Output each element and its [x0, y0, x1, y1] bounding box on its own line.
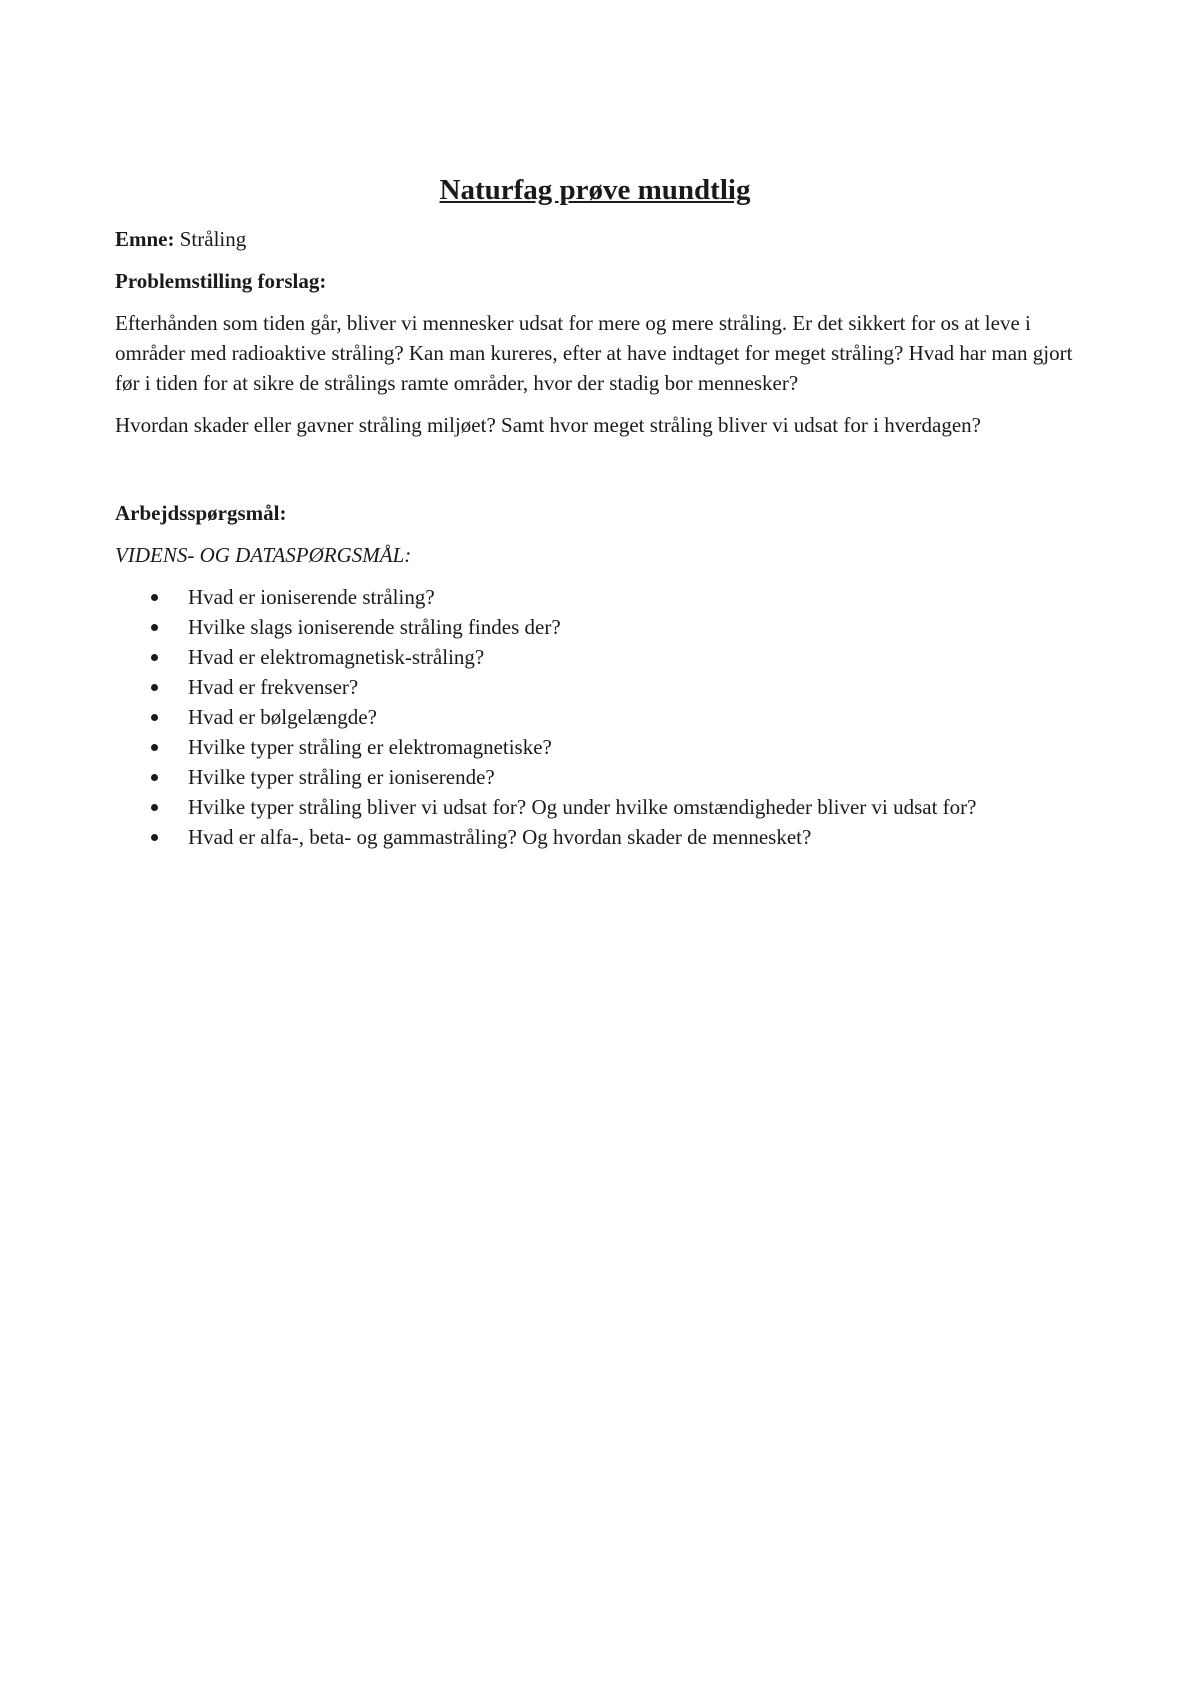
bullet-icon	[151, 654, 158, 661]
bullet-icon	[151, 624, 158, 631]
bullet-icon	[151, 714, 158, 721]
bullet-icon	[151, 804, 158, 811]
section-label: VIDENS- OG DATASPØRGSMÅL:	[115, 543, 412, 567]
topic-value: Stråling	[174, 227, 247, 251]
list-item	[115, 822, 1075, 852]
work-questions-heading: Arbejdsspørgsmål:	[115, 501, 287, 525]
list-item	[115, 702, 1075, 732]
topic-line	[115, 224, 1075, 254]
bullet-icon	[151, 594, 158, 601]
question-text: Hvad er bølgelængde?	[188, 705, 377, 729]
question-text: Hvilke slags ioniserende stråling findes der?	[188, 615, 561, 639]
bullet-icon	[151, 684, 158, 691]
problem-heading: Problemstilling forslag:	[115, 269, 327, 293]
list-item	[115, 642, 1075, 672]
list-item	[115, 612, 1075, 642]
question-text: Hvad er alfa-, beta- og gammastråling? Og hvordan skader de mennesket?	[188, 825, 812, 849]
topic-label: Emne:	[115, 227, 175, 251]
list-item	[115, 732, 1075, 762]
bullet-icon	[151, 774, 158, 781]
bullet-icon	[151, 744, 158, 751]
document-title: Naturfag prøve mundtlig	[439, 174, 751, 206]
list-item	[115, 582, 1075, 612]
question-text: Hvad er frekvenser?	[188, 675, 359, 699]
problem-paragraph-2: Hvordan skader eller gavner stråling miljøet? Samt hvor meget stråling bliver vi udsat for i hverdagen?	[115, 413, 981, 437]
list-item	[115, 762, 1075, 792]
question-text: Hvilke typer stråling er ioniserende?	[188, 765, 495, 789]
question-text: Hvilke typer stråling bliver vi udsat for? Og under hvilke omstændigheder bliver vi udsat for?	[188, 795, 977, 819]
problem-paragraph-1: Efterhånden som tiden går, bliver vi mennesker udsat for mere og mere stråling. Er det sikkert for os at leve i områder med radioaktive stråling? Kan man kureres, efter at have indtaget for meget stråling? Hvad har man gjort før i tiden for at sikre de strålings ramte områder, hvor der stadig bor mennesker?	[115, 311, 1073, 395]
question-text: Hvad er elektromagnetisk-stråling?	[188, 645, 485, 669]
document-body	[115, 172, 1075, 852]
list-item	[115, 672, 1075, 702]
bullet-icon	[151, 834, 158, 841]
question-text: Hvilke typer stråling er elektromagnetiske?	[188, 735, 552, 759]
question-text: Hvad er ioniserende stråling?	[188, 585, 435, 609]
list-item	[115, 792, 1075, 822]
question-list	[115, 582, 1075, 852]
section-spacer	[115, 452, 1075, 498]
